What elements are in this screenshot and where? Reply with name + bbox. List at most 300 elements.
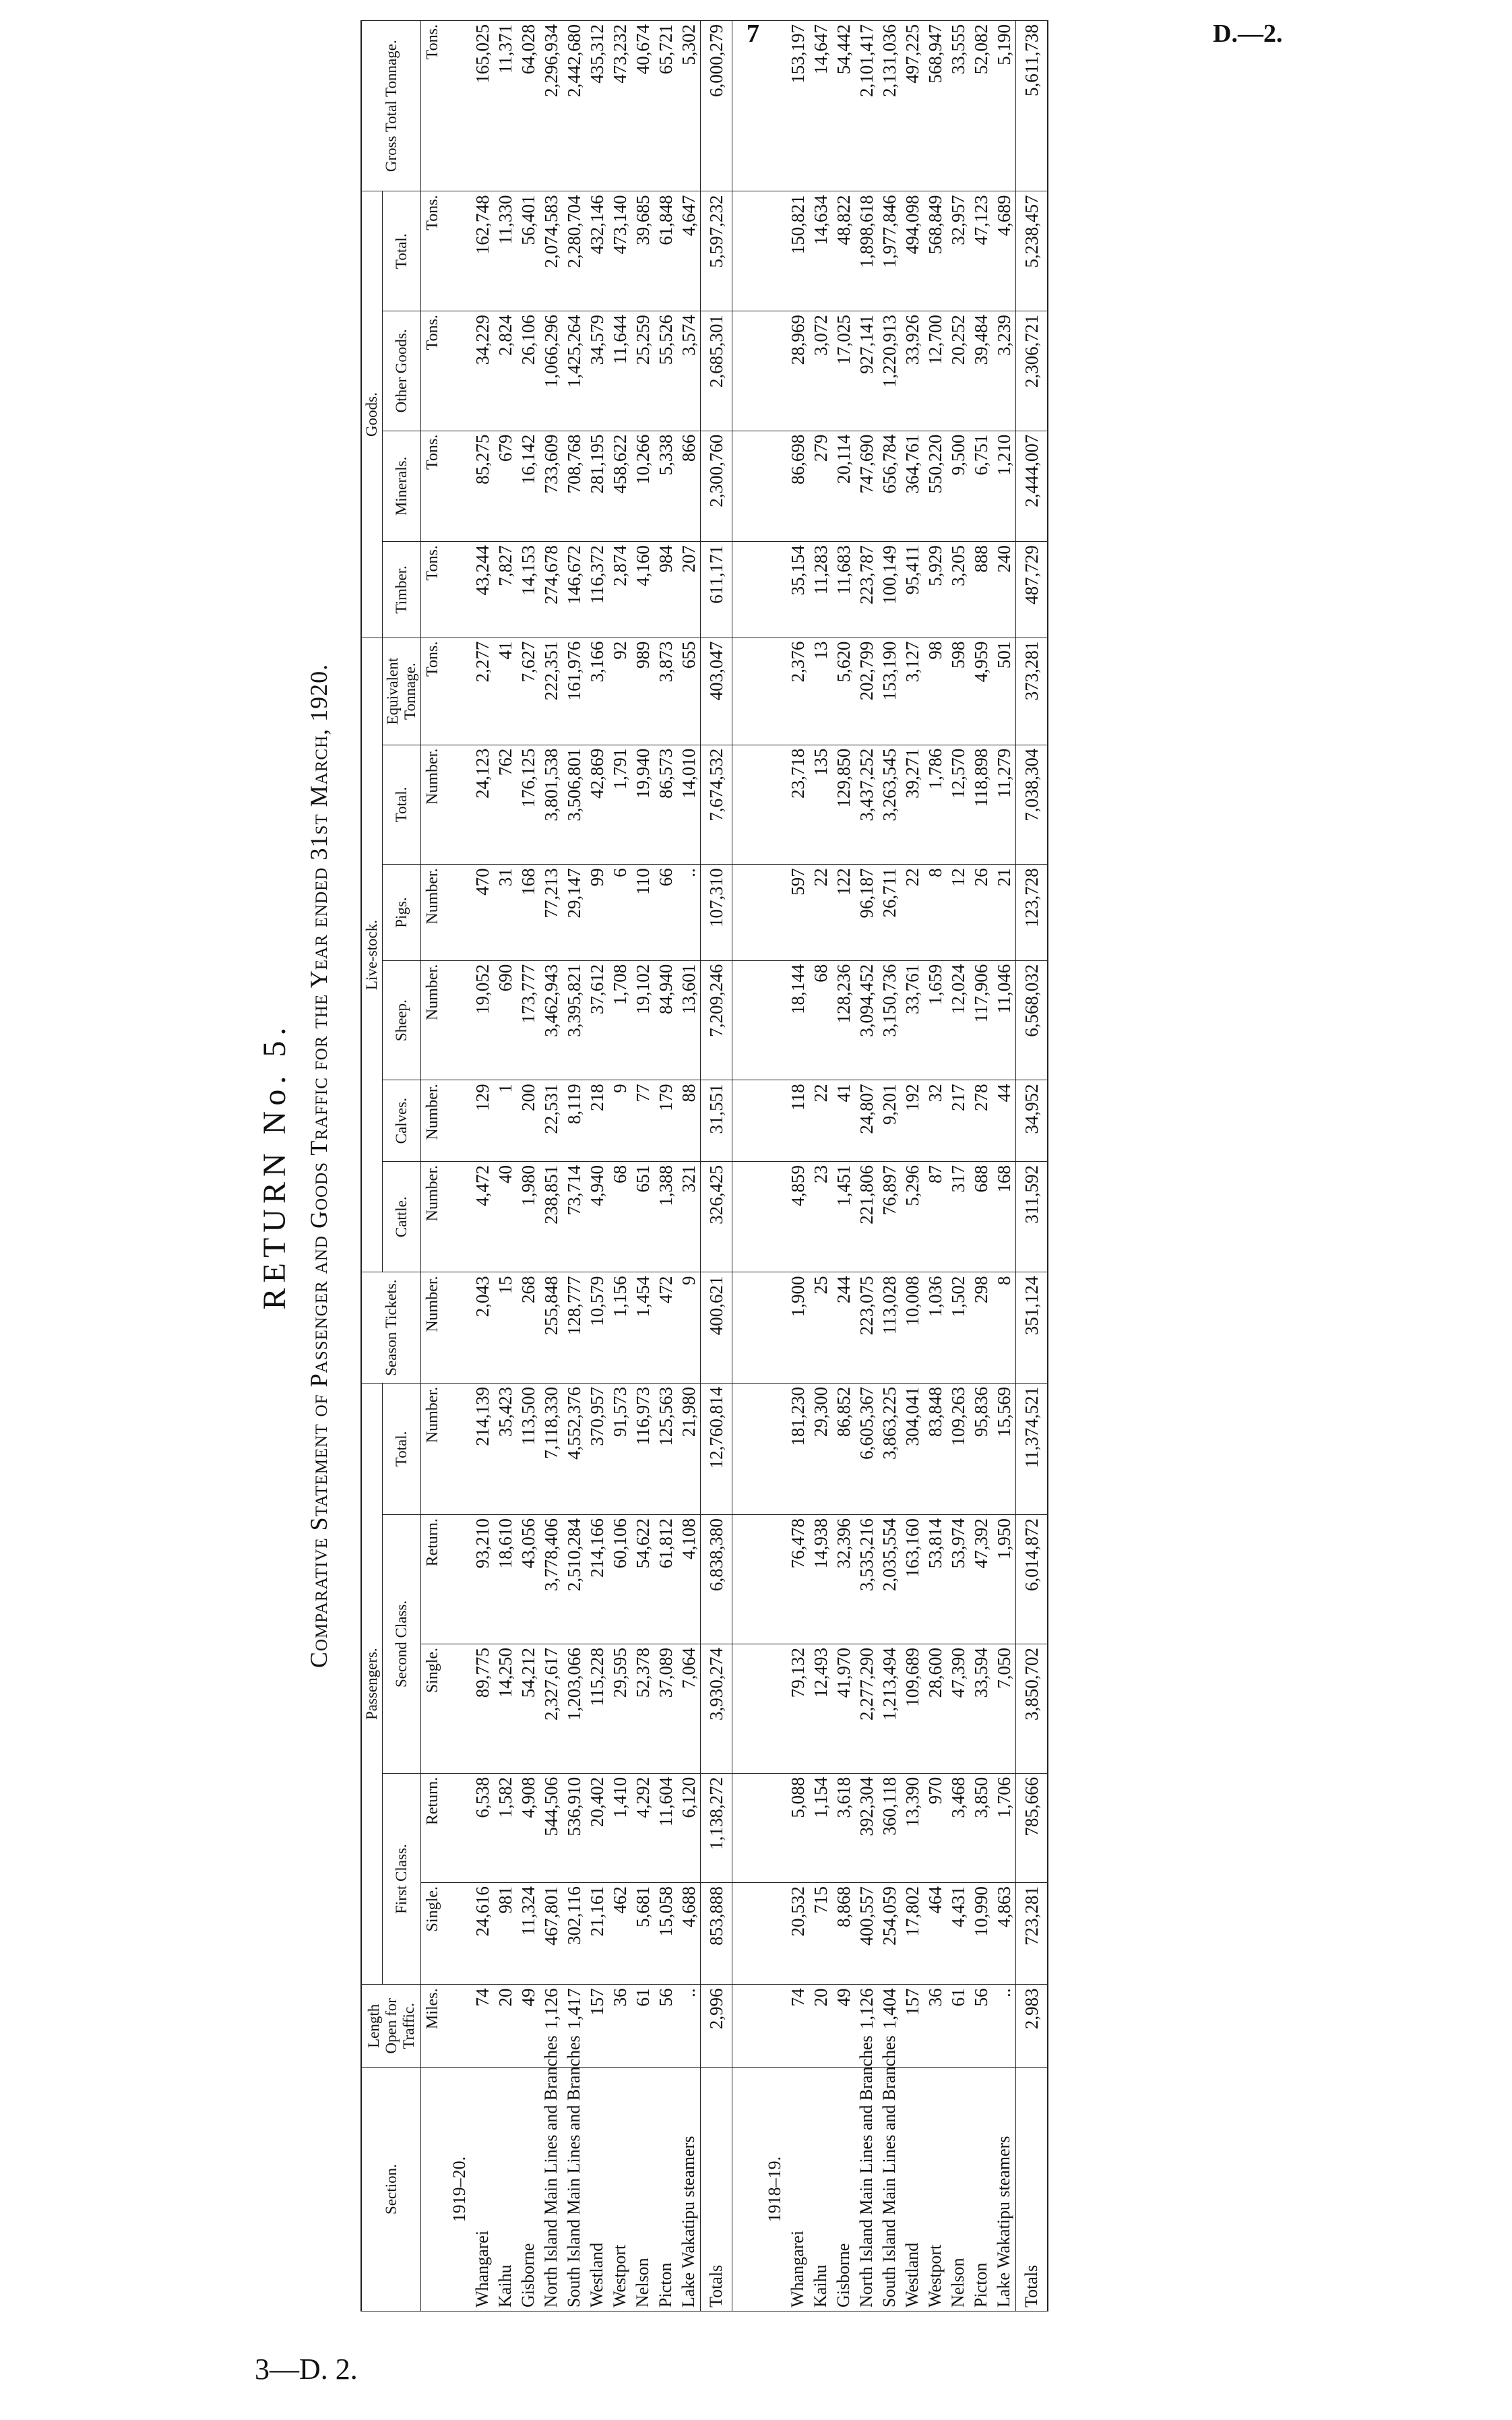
table-cell: 5,088 <box>786 1773 809 1882</box>
table-cell: 5,929 <box>924 542 947 638</box>
table-cell: 18,610 <box>494 1515 517 1644</box>
table-cell: 2,510,284 <box>563 1515 586 1644</box>
table-cell: Number. <box>421 1080 445 1162</box>
table-cell: 42,869 <box>586 745 608 865</box>
table-cell: 5,238,457 <box>1016 191 1048 311</box>
table-cell: 462 <box>608 1883 631 1985</box>
page-number: 7 <box>747 20 759 48</box>
table-cell <box>444 1272 471 1383</box>
table-cell: 91,573 <box>608 1383 631 1514</box>
table-cell: 68 <box>809 960 832 1080</box>
table-cell: 22 <box>901 865 924 961</box>
table-cell: 11,683 <box>832 542 855 638</box>
totals-row <box>1016 21 1048 2312</box>
table-cell: 113,500 <box>517 1383 540 1514</box>
table-row <box>924 21 947 2312</box>
pigs-header: Pigs. <box>383 865 421 961</box>
table-cell: 11,283 <box>809 542 832 638</box>
table-cell <box>732 21 760 191</box>
table-cell: 33,555 <box>947 21 970 191</box>
table-cell: Return. <box>421 1515 445 1644</box>
table-cell: 157 <box>586 1985 608 2068</box>
table-cell: 3,150,736 <box>878 960 901 1080</box>
table-cell: 107,310 <box>701 865 732 961</box>
table-cell: 29,595 <box>608 1644 631 1773</box>
table-cell: 19,940 <box>631 745 654 865</box>
table-cell: 3,094,452 <box>855 960 878 1080</box>
table-cell: 24,123 <box>471 745 494 865</box>
table-cell: 298 <box>970 1272 993 1383</box>
table-cell: Tons. <box>421 311 445 431</box>
table-cell: 118,898 <box>970 745 993 865</box>
table-cell: 550,220 <box>924 431 947 541</box>
table-cell: 1,425,264 <box>563 311 586 431</box>
table-cell: 723,281 <box>1016 1883 1048 1985</box>
table-cell: Number. <box>421 865 445 961</box>
table-cell: 1,977,846 <box>878 191 901 311</box>
other-goods-header: Other Goods. <box>383 311 421 431</box>
table-cell <box>732 1080 760 1162</box>
table-cell: 7,064 <box>677 1644 701 1773</box>
section-name: Lake Wakatipu steamers <box>677 2068 701 2312</box>
table-cell: Miles. <box>421 1985 445 2068</box>
traffic-table <box>360 20 1048 2312</box>
table-cell: 20,402 <box>586 1773 608 1882</box>
section-name <box>421 2068 445 2312</box>
table-cell: 26,106 <box>517 311 540 431</box>
table-cell: 68 <box>608 1162 631 1272</box>
table-cell: 9,500 <box>947 431 970 541</box>
table-cell: 255,848 <box>540 1272 563 1383</box>
table-cell: 467,801 <box>540 1883 563 1985</box>
table-cell: 117,906 <box>970 960 993 1080</box>
table-cell <box>732 745 760 865</box>
table-cell: 214,166 <box>586 1515 608 1644</box>
table-cell <box>444 745 471 865</box>
table-cell: 86,698 <box>786 431 809 541</box>
table-cell: 85,275 <box>471 431 494 541</box>
table-cell: Tons. <box>421 638 445 745</box>
table-cell: 56,401 <box>517 191 540 311</box>
section-name: Kaihu <box>494 2068 517 2312</box>
table-cell: 49 <box>517 1985 540 2068</box>
table-cell: 11,046 <box>993 960 1016 1080</box>
table-cell: 1,126 <box>855 1985 878 2068</box>
section-name <box>732 2068 760 2312</box>
table-cell: 501 <box>993 638 1016 745</box>
table-cell: 109,263 <box>947 1383 970 1514</box>
table-cell: 304,041 <box>901 1383 924 1514</box>
table-cell: 98 <box>924 638 947 745</box>
table-cell: 146,672 <box>563 542 586 638</box>
gross-header: Gross Total Tonnage. <box>361 21 421 191</box>
table-cell: 432,146 <box>586 191 608 311</box>
table-cell: 3,778,406 <box>540 1515 563 1644</box>
table-cell: 238,851 <box>540 1162 563 1272</box>
table-cell: 3,468 <box>947 1773 970 1882</box>
section-name: 1918–19. <box>759 2068 786 2312</box>
table-cell: 1,980 <box>517 1162 540 1272</box>
table-cell <box>732 431 760 541</box>
table-cell: 5,620 <box>832 638 855 745</box>
table-cell: 28,969 <box>786 311 809 431</box>
table-cell: 785,666 <box>1016 1773 1048 1882</box>
section-name: South Island Main Lines and Branches <box>878 2068 901 2312</box>
table-cell: 544,506 <box>540 1773 563 1882</box>
table-cell: 128,777 <box>563 1272 586 1383</box>
table-cell: 888 <box>970 542 993 638</box>
table-cell: 927,141 <box>855 311 878 431</box>
table-cell <box>759 1985 786 2068</box>
table-cell: 202,799 <box>855 638 878 745</box>
table-cell: 7,674,532 <box>701 745 732 865</box>
table-cell: 655 <box>677 638 701 745</box>
table-cell: 2,444,007 <box>1016 431 1048 541</box>
table-cell <box>444 1985 471 2068</box>
table-cell: 4,431 <box>947 1883 970 1985</box>
table-cell: 4,689 <box>993 191 1016 311</box>
table-cell: 61 <box>631 1985 654 2068</box>
table-cell: 11,279 <box>993 745 1016 865</box>
table-cell: 5,681 <box>631 1883 654 1985</box>
table-cell: 4,552,376 <box>563 1383 586 1514</box>
table-cell: 4,940 <box>586 1162 608 1272</box>
table-cell: 32 <box>924 1080 947 1162</box>
table-cell: 176,125 <box>517 745 540 865</box>
table-cell: 39,271 <box>901 745 924 865</box>
table-cell: 6,538 <box>471 1773 494 1882</box>
table-cell: 19,052 <box>471 960 494 1080</box>
table-cell <box>759 1644 786 1773</box>
minerals-header: Minerals. <box>383 431 421 541</box>
table-cell: 47,123 <box>970 191 993 311</box>
table-cell: 1,138,272 <box>701 1773 732 1882</box>
timber-header: Timber. <box>383 542 421 638</box>
table-cell: .. <box>677 865 701 961</box>
table-cell: 6,605,367 <box>855 1383 878 1514</box>
table-cell: 135 <box>809 745 832 865</box>
table-row <box>654 21 677 2312</box>
section-name: Whangarei <box>471 2068 494 2312</box>
table-cell: 2,035,554 <box>878 1515 901 1644</box>
table-cell: 88 <box>677 1080 701 1162</box>
table-cell: 11,374,521 <box>1016 1383 1048 1514</box>
table-cell: 747,690 <box>855 431 878 541</box>
table-cell: 12,760,814 <box>701 1383 732 1514</box>
table-row <box>947 21 970 2312</box>
table-cell: 2,824 <box>494 311 517 431</box>
table-cell: 74 <box>471 1985 494 2068</box>
table-cell <box>444 1383 471 1514</box>
table-cell: 4,688 <box>677 1883 701 1985</box>
table-cell: 12,700 <box>924 311 947 431</box>
table-cell: 5,302 <box>677 21 701 191</box>
table-cell: Number. <box>421 1272 445 1383</box>
table-cell: 5,190 <box>993 21 1016 191</box>
table-cell: Number. <box>421 960 445 1080</box>
table-cell: 1,404 <box>878 1985 901 2068</box>
table-cell: 22,531 <box>540 1080 563 1162</box>
table-cell: 4,472 <box>471 1162 494 1272</box>
table-cell: 48,822 <box>832 191 855 311</box>
table-cell: 192 <box>901 1080 924 1162</box>
table-cell <box>732 1272 760 1383</box>
table-cell: 403,047 <box>701 638 732 745</box>
table-cell: 32,957 <box>947 191 970 311</box>
table-cell: 2,131,036 <box>878 21 901 191</box>
table-cell: 2,306,721 <box>1016 311 1048 431</box>
table-cell: 4,959 <box>970 638 993 745</box>
table-cell: 400,621 <box>701 1272 732 1383</box>
table-cell: 400,557 <box>855 1883 878 1985</box>
table-cell <box>444 638 471 745</box>
table-cell: 22 <box>809 1080 832 1162</box>
table-cell: 3,930,274 <box>701 1644 732 1773</box>
table-cell: 6,838,380 <box>701 1515 732 1644</box>
table-cell: 52,082 <box>970 21 993 191</box>
goods-total-header: Total. <box>383 191 421 311</box>
table-cell: 7,627 <box>517 638 540 745</box>
table-cell: 96,187 <box>855 865 878 961</box>
table-row <box>471 21 494 2312</box>
table-cell: 13 <box>809 638 832 745</box>
table-cell: 20,114 <box>832 431 855 541</box>
table-cell: 54,622 <box>631 1515 654 1644</box>
table-cell: 8,119 <box>563 1080 586 1162</box>
section-name: Westport <box>608 2068 631 2312</box>
table-cell: 611,171 <box>701 542 732 638</box>
table-cell: 37,089 <box>654 1644 677 1773</box>
table-cell: 31 <box>494 865 517 961</box>
table-cell: 1,154 <box>809 1773 832 1882</box>
table-cell: Single. <box>421 1644 445 1773</box>
table-cell: 79,132 <box>786 1644 809 1773</box>
table-cell: 853,888 <box>701 1883 732 1985</box>
table-cell: 39,484 <box>970 311 993 431</box>
table-cell <box>444 21 471 191</box>
table-cell <box>759 865 786 961</box>
table-cell: 1,156 <box>608 1272 631 1383</box>
table-cell: 278 <box>970 1080 993 1162</box>
table-cell: 970 <box>924 1773 947 1882</box>
table-cell: 22 <box>809 865 832 961</box>
period-label-row <box>759 21 786 2312</box>
table-cell <box>444 1080 471 1162</box>
table-cell: 92 <box>608 638 631 745</box>
table-cell: 4,292 <box>631 1773 654 1882</box>
table-cell: 113,028 <box>878 1272 901 1383</box>
table-cell: 2,277,290 <box>855 1644 878 1773</box>
table-cell: 168 <box>993 1162 1016 1272</box>
table-row <box>832 21 855 2312</box>
table-cell: 2,074,583 <box>540 191 563 311</box>
table-cell: Single. <box>421 1883 445 1985</box>
table-cell: 86,852 <box>832 1383 855 1514</box>
table-cell: 34,229 <box>471 311 494 431</box>
equivalent-tonnage-header: Equivalent Tonnage. <box>383 638 421 745</box>
table-cell: 123,728 <box>1016 865 1048 961</box>
table-cell: 1,220,913 <box>878 311 901 431</box>
table-cell <box>732 1383 760 1514</box>
table-cell: 2,101,417 <box>855 21 878 191</box>
table-cell: 597 <box>786 865 809 961</box>
table-cell: Return. <box>421 1773 445 1882</box>
table-cell <box>732 311 760 431</box>
table-cell <box>732 1773 760 1882</box>
table-cell: 35,423 <box>494 1383 517 1514</box>
table-cell: 2,685,301 <box>701 311 732 431</box>
table-cell: 3,263,545 <box>878 745 901 865</box>
table-cell: 240 <box>993 542 1016 638</box>
table-cell: 61,848 <box>654 191 677 311</box>
table-cell: Tons. <box>421 191 445 311</box>
table-cell: 981 <box>494 1883 517 1985</box>
table-cell: 1,786 <box>924 745 947 865</box>
table-cell: 733,609 <box>540 431 563 541</box>
table-cell: 3,166 <box>586 638 608 745</box>
table-cell: 21,980 <box>677 1383 701 1514</box>
table-cell: 21,161 <box>586 1883 608 1985</box>
table-cell: 20 <box>494 1985 517 2068</box>
table-cell: Tons. <box>421 542 445 638</box>
table-cell: 52,378 <box>631 1644 654 1773</box>
table-cell <box>444 191 471 311</box>
table-cell: 1,659 <box>924 960 947 1080</box>
table-cell: 14,634 <box>809 191 832 311</box>
table-cell: 84,940 <box>654 960 677 1080</box>
section-name: Picton <box>654 2068 677 2312</box>
table-cell: 128,236 <box>832 960 855 1080</box>
table-cell: 13,390 <box>901 1773 924 1882</box>
table-cell: 36 <box>608 1985 631 2068</box>
section-name: Gisborne <box>832 2068 855 2312</box>
table-cell: 4,108 <box>677 1515 701 1644</box>
table-cell: 24,807 <box>855 1080 878 1162</box>
table-cell: 41 <box>494 638 517 745</box>
table-cell: 43,244 <box>471 542 494 638</box>
table-cell: 3,127 <box>901 638 924 745</box>
table-cell: 223,075 <box>855 1272 878 1383</box>
table-cell: 25,259 <box>631 311 654 431</box>
table-cell: Tons. <box>421 431 445 541</box>
table-cell: 1,417 <box>563 1985 586 2068</box>
table-cell <box>732 865 760 961</box>
table-cell: 5,597,232 <box>701 191 732 311</box>
table-cell: 3,873 <box>654 638 677 745</box>
table-cell: 150,821 <box>786 191 809 311</box>
table-cell: 76,478 <box>786 1515 809 1644</box>
table-cell <box>444 1162 471 1272</box>
table-cell: 487,729 <box>1016 542 1048 638</box>
table-cell: 1,898,618 <box>855 191 878 311</box>
table-cell <box>759 1272 786 1383</box>
table-cell: 3,863,225 <box>878 1383 901 1514</box>
table-cell: 1,708 <box>608 960 631 1080</box>
table-cell: 2,376 <box>786 638 809 745</box>
table-row <box>993 21 1016 2312</box>
table-cell: 254,059 <box>878 1883 901 1985</box>
table-cell: 598 <box>947 638 970 745</box>
table-cell: 690 <box>494 960 517 1080</box>
section-name: North Island Main Lines and Branches <box>855 2068 878 2312</box>
table-cell: 11,324 <box>517 1883 540 1985</box>
section-name: South Island Main Lines and Branches <box>563 2068 586 2312</box>
table-cell: 53,974 <box>947 1515 970 1644</box>
table-cell <box>759 431 786 541</box>
table-cell: 217 <box>947 1080 970 1162</box>
table-cell: 37,612 <box>586 960 608 1080</box>
table-cell: 29,300 <box>809 1383 832 1514</box>
table-cell: Tons. <box>421 21 445 191</box>
table-cell: 163,160 <box>901 1515 924 1644</box>
table-cell: 3,462,943 <box>540 960 563 1080</box>
table-cell: 12,493 <box>809 1644 832 1773</box>
table-cell: 1,126 <box>540 1985 563 2068</box>
table-cell: 116,372 <box>586 542 608 638</box>
table-cell: 321 <box>677 1162 701 1272</box>
table-cell: 26,711 <box>878 865 901 961</box>
table-cell <box>732 1644 760 1773</box>
table-cell: .. <box>993 1985 1016 2068</box>
table-cell: 651 <box>631 1162 654 1272</box>
table-cell: 2,874 <box>608 542 631 638</box>
table-row <box>809 21 832 2312</box>
table-cell: 200 <box>517 1080 540 1162</box>
table-cell: 207 <box>677 542 701 638</box>
table-cell: 279 <box>809 431 832 541</box>
table-cell: 1,706 <box>993 1773 1016 1882</box>
table-cell: 3,395,821 <box>563 960 586 1080</box>
table-cell: 153,190 <box>878 638 901 745</box>
table-cell: 34,579 <box>586 311 608 431</box>
table-cell: Number. <box>421 1383 445 1514</box>
table-cell: 10,266 <box>631 431 654 541</box>
table-cell: 31,551 <box>701 1080 732 1162</box>
table-cell: 32,396 <box>832 1515 855 1644</box>
table-cell: 10,008 <box>901 1272 924 1383</box>
table-cell: 244 <box>832 1272 855 1383</box>
table-cell: 23 <box>809 1162 832 1272</box>
table-cell: 14,010 <box>677 745 701 865</box>
table-cell: 2,996 <box>701 1985 732 2068</box>
table-cell: 1,451 <box>832 1162 855 1272</box>
table-cell: 360,118 <box>878 1773 901 1882</box>
table-cell: 83,848 <box>924 1383 947 1514</box>
totals-row <box>701 21 732 2312</box>
table-cell: 41 <box>832 1080 855 1162</box>
table-cell: 118 <box>786 1080 809 1162</box>
table-cell: 179 <box>654 1080 677 1162</box>
table-cell: 21 <box>993 865 1016 961</box>
table-cell: 1 <box>494 1080 517 1162</box>
table-cell <box>732 1883 760 1985</box>
table-row <box>494 21 517 2312</box>
table-cell: 9 <box>677 1272 701 1383</box>
passengers-header: Passengers. <box>361 1383 383 1984</box>
table-cell: 12,024 <box>947 960 970 1080</box>
table-cell: 15,569 <box>993 1383 1016 1514</box>
table-cell: 20,532 <box>786 1883 809 1985</box>
table-cell: 473,232 <box>608 21 631 191</box>
table-cell: 364,761 <box>901 431 924 541</box>
table-cell: 11,371 <box>494 21 517 191</box>
table-cell: 56 <box>654 1985 677 2068</box>
table-cell <box>759 21 786 191</box>
section-name: 1919–20. <box>444 2068 471 2312</box>
table-cell: 223,787 <box>855 542 878 638</box>
table-cell: 3,205 <box>947 542 970 638</box>
table-cell: 1,203,066 <box>563 1644 586 1773</box>
